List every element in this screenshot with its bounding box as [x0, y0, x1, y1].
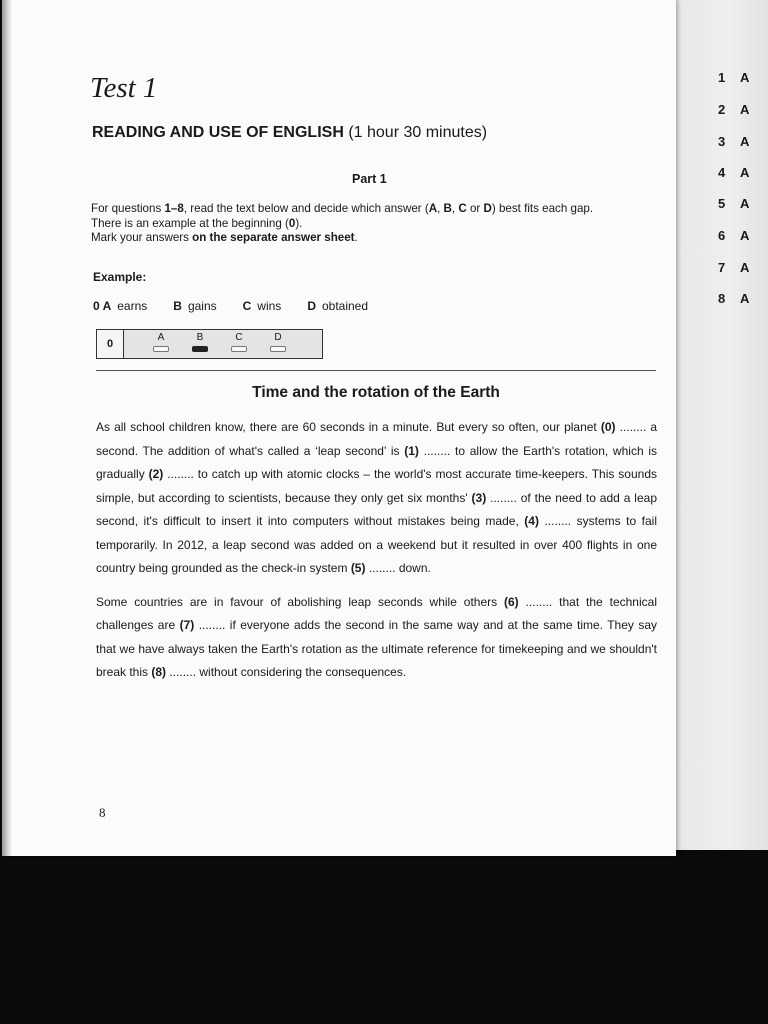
example-label: Example:	[93, 270, 147, 284]
answer-cell-d: D	[268, 332, 288, 352]
part-label: Part 1	[352, 172, 387, 186]
book-page	[2, 0, 676, 856]
example-answer-grid	[96, 329, 323, 359]
gap-number: (1)	[404, 443, 419, 458]
answer-key-item: 8 A	[718, 291, 750, 306]
gap-number: (2)	[148, 467, 164, 481]
article-paragraph-1: As all school children know, there are 60 seconds in a minute. But every so often, our planet (0) ........ a second. The addition of what's called a ‘leap second’ is (1) ........ to allow the Earth's rotation, which is gradually (2) ........ to catch up with atomic clocks – the world's most accurate time-keepers. This sounds simple, but according to scientists, because they only get six months' (3) ........ of the need to add a leap second, it's difficult to insert it into computers without mistakes being made, (4) ........ systems to fail temporarily. In 2012, a leap second was added on a weekend but it resulted in over 400 flights in one country being grounded as the check-in system (5) ........ down.	[96, 420, 658, 575]
gap-number: (3)	[471, 490, 487, 505]
example-options	[93, 299, 394, 313]
section-divider	[96, 370, 656, 371]
answer-key-item: 2 A	[718, 102, 750, 117]
facing-page	[668, 0, 768, 850]
example-option-b: B gains	[173, 299, 217, 313]
answer-cell-c: C	[229, 332, 249, 352]
gap-number: (5)	[350, 561, 366, 575]
answer-lozenge-c	[231, 346, 247, 352]
example-option-a: 0 A earns	[93, 299, 148, 313]
example-option-c: C wins	[242, 299, 282, 313]
gap-number: (0)	[600, 420, 616, 434]
test-title: Test 1	[90, 72, 158, 104]
answer-key-item: 6 A	[718, 228, 750, 243]
instruction-line-1: For questions 1–8, read the text below and decide which answer (A, B, C or D) best fits each gap.	[91, 202, 594, 215]
answer-key-item: 1 A	[718, 70, 750, 85]
gap-number: (6)	[504, 594, 519, 609]
section-name: READING AND USE OF ENGLISH	[92, 124, 344, 141]
answer-key-item: 5 A	[718, 196, 750, 211]
gap-number: (8)	[151, 665, 167, 679]
article-paragraph-2: Some countries are in favour of abolishing leap seconds while others (6) ........ that the technical challenges are (7) ........ if everyone adds the second in the same way and at the same time. They say that we have always taken the Earth's rotation as the ultimate reference for timekeeping and we shouldn't break this (8) ........ without considering the consequences.	[96, 594, 657, 679]
answer-grid-question-number: 0	[97, 330, 124, 358]
page-number: 8	[99, 805, 106, 820]
article-body	[96, 416, 657, 695]
answer-lozenge-a	[153, 346, 169, 352]
article-title: Time and the rotation of the Earth	[252, 384, 500, 401]
answer-lozenge-d	[270, 346, 286, 352]
answer-key-item: 4 A	[718, 165, 750, 180]
answer-key-item: 3 A	[718, 134, 750, 149]
gap-number: (4)	[524, 514, 539, 528]
instructions	[91, 202, 661, 246]
instruction-line-2: There is an example at the beginning (0).	[91, 216, 303, 230]
answer-cell-b: B	[190, 332, 210, 352]
section-duration: (1 hour 30 minutes)	[348, 124, 488, 141]
answer-key-item: 7 A	[718, 260, 750, 275]
section-heading	[92, 124, 487, 142]
gap-number: (7)	[179, 618, 195, 632]
instruction-line-3: Mark your answers on the separate answer sheet.	[91, 231, 358, 244]
example-option-d: D obtained	[307, 299, 369, 313]
answer-lozenge-b	[192, 346, 208, 352]
answer-cell-a: A	[151, 332, 171, 352]
